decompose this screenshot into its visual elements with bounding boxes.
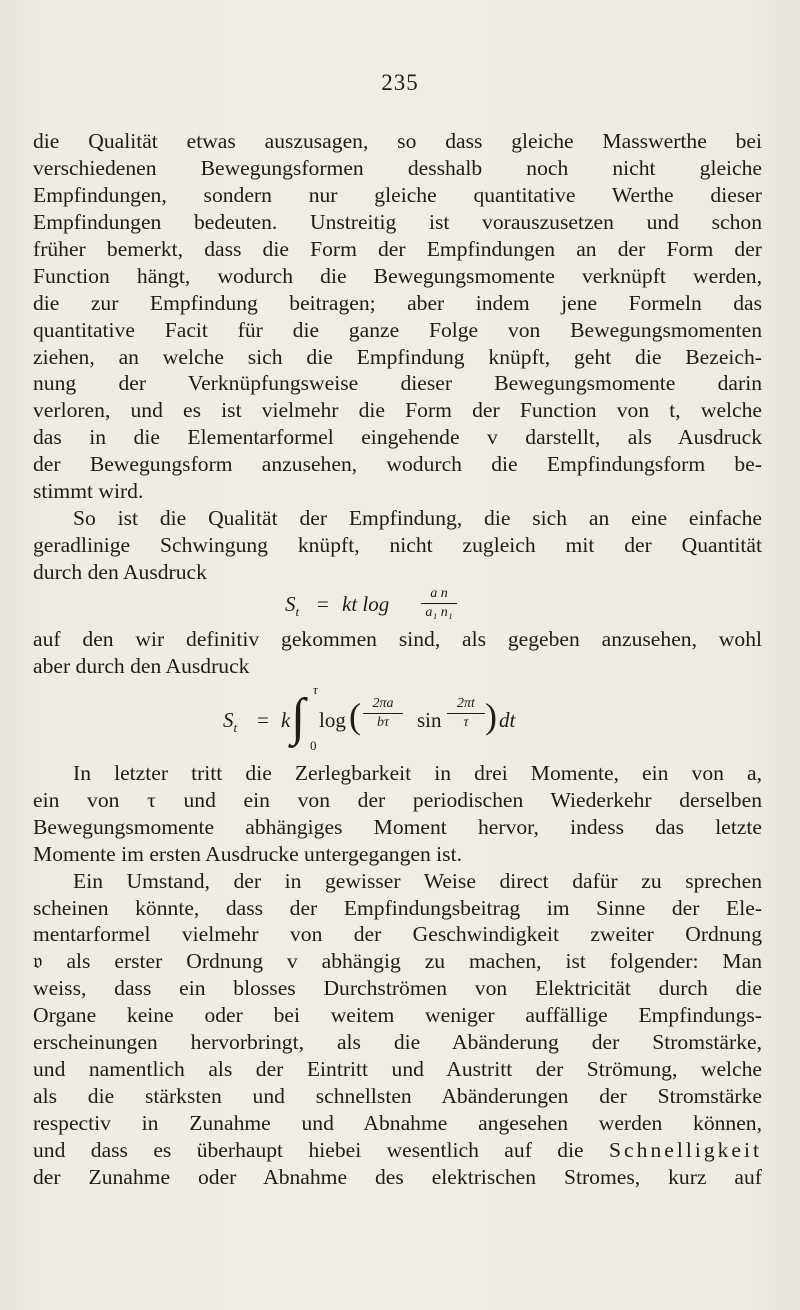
fraction-bar xyxy=(447,713,485,714)
integral-lower-limit: 0 xyxy=(310,737,317,753)
text-line: verloren, und es ist vielmehr die Form der Function von t, welche xyxy=(33,398,762,423)
fraction-numerator: 2πt xyxy=(457,695,475,711)
text-line: Ein Umstand, der in gewisser Weise direct dafür zu sprechen xyxy=(73,868,762,893)
text-line: quantitative Facit für die ganze Folge von Bewegungsmomenten xyxy=(33,317,762,342)
text-line: nung der Verknüpfungsweise dieser Bewegungsmomente darin xyxy=(33,371,762,396)
text-line: erscheinungen hervorbringt, als die Abänderung der Stromstärke, xyxy=(33,1030,762,1055)
formula-log: log xyxy=(319,707,346,732)
fraction-denominator: bτ xyxy=(376,714,389,730)
text-line: mentarformel vielmehr von der Geschwindigkeit zweiter Ordnung xyxy=(33,922,762,947)
text-line: verschiedenen Bewegungsformen desshalb noch nicht gleiche xyxy=(33,155,762,180)
text-line: Empfindungen bedeuten. Unstreitig ist vorauszusetzen und schon xyxy=(33,209,762,234)
paragraph xyxy=(33,760,762,868)
text-line: Bewegungsmomente abhängiges Moment hervor, indess das letzte xyxy=(33,814,762,839)
emphasized-word: Schnelligkeit xyxy=(609,1137,762,1162)
text-line: So ist die Qualität der Empfindung, die sich an eine einfache xyxy=(73,506,762,531)
formula-equals: = xyxy=(317,591,329,616)
integral-sign: ∫ xyxy=(291,688,306,746)
text-line: Momente im ersten Ausdrucke untergegangen ist. xyxy=(33,841,462,866)
text-line: Empfindungen, sondern nur gleiche quantitative Werthe dieser xyxy=(33,182,762,207)
formula-sin: sin xyxy=(417,707,442,732)
paragraph xyxy=(33,868,762,1191)
body-text xyxy=(33,128,762,1191)
text-line: früher bemerkt, dass die Form der Empfindungen an der Form der xyxy=(33,236,762,261)
text-line: und dass es überhaupt hiebei wesentlich auf die Schnelligkeit xyxy=(33,1137,762,1162)
formula-equals: = xyxy=(257,707,269,732)
paragraph xyxy=(33,128,762,505)
fraction-numerator: a n xyxy=(430,585,448,601)
text-line: das in die Elementarformel eingehende v darstellt, als Ausdruck xyxy=(33,425,762,450)
formula-lhs: $S_t$ xyxy=(223,707,238,735)
paragraph xyxy=(33,505,762,586)
formula-fraction xyxy=(363,696,403,731)
text-line: geradlinige Schwingung knüpft, nicht zugleich mit der Quantität xyxy=(33,533,762,558)
formula-differential: dt xyxy=(499,707,516,732)
text-line: aber durch den Ausdruck xyxy=(33,653,250,678)
fraction-denominator: a₁ n₁ xyxy=(425,604,453,620)
text-line: ziehen, an welche sich die Empfindung knüpft, geht die Bezeich- xyxy=(33,344,762,369)
paren-open: ( xyxy=(349,695,361,736)
text-line: Function hängt, wodurch die Bewegungsmomente verknüpft werden, xyxy=(33,263,762,288)
page-number: 235 xyxy=(381,70,419,95)
formula-factor: kt log xyxy=(342,591,390,616)
text-line: die Qualität etwas auszusagen, so dass gleiche Masswerthe bei xyxy=(33,129,762,153)
text-line: der Zunahme oder Abnahme des elektrischen Stromes, kurz auf xyxy=(33,1164,762,1189)
text-line: In letzter tritt die Zerlegbarkeit in drei Momente, ein von a, xyxy=(73,760,762,785)
text-line: durch den Ausdruck xyxy=(33,560,207,584)
formula-logarithmic xyxy=(33,586,762,626)
fraction-denominator: τ xyxy=(463,714,469,730)
paragraph xyxy=(33,626,762,680)
text-line: 𝔳 als erster Ordnung v abhängig zu machen, ist folgender: Man xyxy=(33,949,762,974)
text-line: Organe keine oder bei weitem weniger auffällige Empfindungs- xyxy=(33,1003,762,1028)
text-line: und namentlich als der Eintritt und Austritt der Strömung, welche xyxy=(33,1057,762,1082)
text-line: stimmt wird. xyxy=(33,479,144,504)
formula-factor: k xyxy=(281,707,291,732)
fraction-numerator: 2πa xyxy=(372,695,394,711)
formula-fraction xyxy=(421,586,457,621)
text-line: auf den wir definitiv gekommen sind, als gegeben anzusehen, wohl xyxy=(33,626,762,651)
text-line: ein von τ und ein von der periodischen Wiederkehr derselben xyxy=(33,787,762,812)
paren-close: ) xyxy=(485,695,497,736)
fraction-bar xyxy=(363,713,403,714)
text-line: respectiv in Zunahme und Abnahme angesehen werden können, xyxy=(33,1111,762,1135)
text-line: weiss, dass ein blosses Durchströmen von Elektricität durch die xyxy=(33,976,762,1001)
formula-lhs: $S_t$ xyxy=(285,591,300,619)
formula-fraction xyxy=(447,696,485,731)
text-line: die zur Empfindung beitragen; aber indem jene Formeln das xyxy=(33,290,762,315)
text-line: scheinen könnte, dass der Empfindungsbeitrag im Sinne der Ele- xyxy=(33,895,762,920)
text-line: als die stärksten und schnellsten Abänderungen der Stromstärke xyxy=(33,1084,762,1109)
formula-integral xyxy=(33,680,762,760)
fraction-bar xyxy=(421,603,457,604)
text-line: der Bewegungsform anzusehen, wodurch die Empfindungsform be- xyxy=(33,452,762,477)
integral-upper-limit: τ xyxy=(313,681,318,697)
